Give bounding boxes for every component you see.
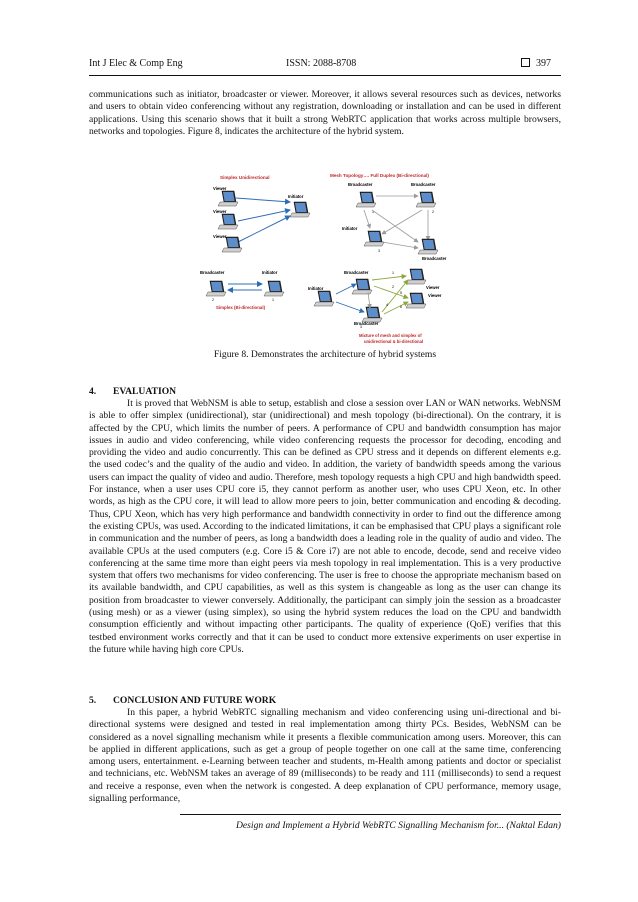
mix-arrow <box>368 292 370 308</box>
section-heading-5 <box>89 695 276 706</box>
hybrid-architecture-figure <box>196 168 460 350</box>
laptop-icon <box>356 192 376 207</box>
label-mesh: Mesh Topology…. Full Duplex (Bi-directional) <box>330 173 429 178</box>
node-mix-5: 5 <box>400 291 402 295</box>
section-number: 4. <box>89 386 97 397</box>
page-number: 397 <box>536 58 551 69</box>
label-mixture-2: unidirectional & bi-directional <box>364 339 424 344</box>
section-4-body: It is proved that WebNSM is able to setup, establish and close a session over LAN or WAN networks. WebNSM is able to offer simplex (unidirectional), star (unidirectional) and mesh topology (bi-directional). On the contrary, it is affected by the CPU, which limits the number of peers. A performance of CPU and bandwidth consumption has major issues in audio and video conferencing, while video conferencing requests the processor for decoding, encoding and providing the video and audio concurrently. This can be defined as CPU stress and it depends on different elements e.g. the used codec’s and the quality of the audio and video. In addition, the variety of bandwidth speeds among the various users can impact the quality of video and audio. Therefore, mesh topology requests a high CPU and high bandwidth speed. For instance, when a user uses CPU core i5, they cannot perform as another user, who uses CPU Xeon, etc. In other words, as high as the CPU core, it will lead to allow more peers to join, better communication and encoding & decoding. Thus, CPU Xeon, which has very high performance and bandwidth connectivity in order to find out the difference among the existing CPUs, was used. According to the indicated limitations, it can be emphasised that CPU plays a significant role in communication and the number of peers, as long a bandwidth does a leading role in the quality of audio and video. The available CPUs at the used computers (e.g. Core i5 & Core i7) are not able to encode, decode, send and receive video conferencing at the same time more than eight peers via mesh topology in real implementation. This is a very productive system that offers two mechanisms for video conferencing. The user is free to choose the appropriate mechanism based on its available bandwidth, and CPU capabilities, as well as this system is changeable as long as the user can change its position from broadcaster to viewer conversely. Additionally, the participant can simply join the session as a broadcaster (using mesh) or as a viewer (using simplex), so using the hybrid system reduces the load on the CPU and bandwidth consumption efficiently and without impacting other participants. The quality of experience (QoE) verifies that this testbed environment works correctly and that it can be used to conduct more extensive experiments on user expertise in the future while having high core CPUs. <box>89 398 561 655</box>
mix-arrow <box>382 280 408 312</box>
mesh-arrow <box>382 242 418 248</box>
mesh-arrow <box>364 210 370 228</box>
section-heading-4 <box>89 386 176 397</box>
label-viewer-2: Viewer <box>213 209 227 214</box>
label-mixture-1: Mixture of mesh and simplex of <box>359 333 422 338</box>
section-5-body: In this paper, a hybrid WebRTC signalling mechanism and video conferencing using uni-directional and bi-directional systems were designed and tested in real implementation among thirty PCs. Besides, WebNSM can be considered as a novel signalling mechanism while it presents a flexible communication among users. Moreover, this can be applied in different applications, such as get a group of people together on one call at the same time, conferencing among users, entertainment. e-Learning between teacher and students, m-Health among patients and doctor or specialist and technicians, etc. WebNSM takes an average of 89 (milliseconds) to be ready and 111 (milliseconds) to send a request and receive a response, even when the network is congested. A deep explanation of CPU performance, memory usage, signalling performance, <box>89 707 561 805</box>
node-mix-4: 4 <box>386 303 388 307</box>
laptop-icon <box>352 279 372 294</box>
running-header <box>89 58 551 72</box>
arrow-simplex-3 <box>238 216 290 242</box>
laptop-icon <box>364 231 384 246</box>
label-broadcaster-6: Broadcaster <box>354 321 379 326</box>
label-viewer-3: Viewer <box>213 234 227 239</box>
label-initiator-4: Initiator <box>308 286 324 291</box>
section-title: EVALUATION <box>113 386 177 397</box>
laptop-icon <box>206 281 226 296</box>
node-mix-6: 6 <box>400 305 402 309</box>
label-initiator-3: Initiator <box>262 270 278 275</box>
mix-arrow <box>372 276 406 280</box>
square-icon <box>521 58 530 67</box>
arrow-simplex-1 <box>236 198 290 202</box>
section-title: CONCLUSION AND FUTURE WORK <box>113 695 277 706</box>
laptop-icon <box>416 192 436 207</box>
footer-rule <box>180 814 561 815</box>
label-broadcaster-2: Broadcaster <box>411 182 436 187</box>
label-broadcaster-5: Broadcaster <box>344 270 369 275</box>
laptop-icon <box>222 237 242 252</box>
node-bi-2: 1 <box>272 298 274 302</box>
running-footer: Design and Implement a Hybrid WebRTC Signalling Mechanism for... (Naktal Edan) <box>235 820 561 831</box>
label-broadcaster-1: Broadcaster <box>348 182 373 187</box>
section-number: 5. <box>89 695 97 706</box>
laptop-icon <box>290 202 310 217</box>
node-1: 1 <box>372 210 374 214</box>
laptop-icon <box>362 307 382 322</box>
laptop-icon <box>406 293 426 308</box>
issn: ISSN: 2088-8708 <box>286 58 357 69</box>
header-rule <box>89 75 561 76</box>
mix-arrow <box>374 286 408 298</box>
intro-paragraph: communications such as initiator, broadcaster or viewer. Moreover, it allows several resources such as devices, networks and users to obtain video conferencing without any registration, downloading or installation and can be used in different applications. Using this scenario shows that it built a strong WebRTC application that works across multiple browsers, networks and topologies. Figure 8, indicates the architecture of the hybrid system. <box>89 89 561 137</box>
label-broadcaster-3: Broadcaster <box>422 256 447 261</box>
laptop-icon <box>418 239 438 254</box>
label-simplex-uni: Simplex Unidirectional <box>220 175 270 180</box>
node-mix-1: 1 <box>392 271 394 275</box>
label-viewer-1: Viewer <box>213 186 227 191</box>
page-number-wrap <box>521 58 551 69</box>
label-viewer-5: Viewer <box>428 293 442 298</box>
node-mix-2: 2 <box>392 285 394 289</box>
label-broadcaster-4: Broadcaster <box>200 270 225 275</box>
laptop-icon <box>218 214 238 229</box>
label-initiator-2: Initiator <box>342 226 358 231</box>
laptop-icon <box>406 269 426 284</box>
label-initiator-1: Initiator <box>288 194 304 199</box>
node-3: 3 <box>378 249 380 253</box>
node-mix-3: 3 <box>360 325 362 329</box>
mix-arrow <box>336 302 364 312</box>
label-viewer-4: Viewer <box>426 285 440 290</box>
journal-name: Int J Elec & Comp Eng <box>89 58 183 69</box>
node-2: 2 <box>432 210 434 214</box>
laptop-icon <box>314 291 334 306</box>
label-simplex-bi: Simplex (Bi-directional) <box>216 305 266 310</box>
node-bi-1: 2 <box>212 298 214 302</box>
laptop-icon <box>218 191 238 206</box>
figure-caption: Figure 8. Demonstrates the architecture of hybrid systems <box>213 349 437 360</box>
laptop-icon <box>264 281 284 296</box>
